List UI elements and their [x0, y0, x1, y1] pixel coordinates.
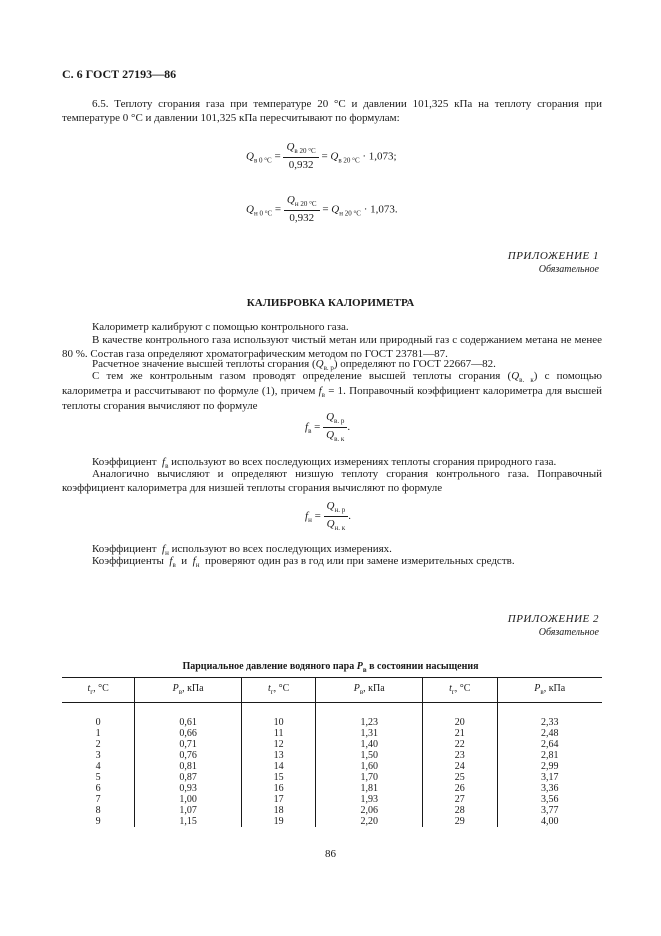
table-header-col-5 [497, 678, 602, 703]
table-cell: 29 [423, 816, 497, 827]
appendix-1-p7-f-sub: н [165, 549, 169, 557]
appendix-1-p8 [62, 555, 602, 570]
table-cell: 0,76 [135, 750, 242, 761]
table-header-sub: в [540, 688, 544, 697]
appendix-1-p7-f: f [162, 543, 166, 555]
formula-4-den-sub: н. к [334, 523, 346, 532]
formula-2-fraction [284, 194, 320, 226]
appendix-1-p7-b: используют во всех последующих измерениях. [171, 543, 392, 555]
table-cell: 7 [62, 794, 135, 805]
formula-1-lhs: Q [246, 150, 254, 163]
formula-1-eq: = [274, 150, 281, 163]
formula-2-factor: · 1,073. [363, 203, 398, 216]
formula-3 [305, 411, 350, 444]
appendix-1-p8-f2-sub: н [195, 561, 200, 569]
table-header-col-4 [423, 678, 497, 703]
appendix-1-p4-b: ) с помощью калориметра и рассчитывают по формуле (1), причем [62, 370, 602, 397]
formula-3-fraction [323, 411, 347, 444]
table-row [62, 750, 602, 761]
appendix-2-status: Обязательное [538, 626, 599, 638]
appendix-1-p3-a: Расчетное значение высшей теплоты сгорания ( [92, 358, 316, 370]
table-cell: 18 [241, 805, 315, 816]
formula-3-lhs-sub: в [308, 426, 312, 435]
formula-1-num: Q [286, 141, 295, 153]
table-header-sub: в [359, 688, 364, 697]
table-cell: 1,00 [135, 794, 242, 805]
formula-3-num-sub: в. р [334, 417, 345, 425]
formula-3-eq: = [314, 420, 321, 433]
appendix-1-status: Обязательное [538, 263, 599, 275]
table-cell: 21 [423, 728, 497, 739]
table-row [62, 783, 602, 794]
section-6-5-text: 6.5. Теплоту сгорания газа при температуре 20 °С и давлении 101,325 кПа на теплоту сгорания при температуре 0 °С и давлении 101,325 кПа пересчитывают по формулам: [62, 98, 602, 124]
appendix-1-title: КАЛИБРОВКА КАЛОРИМЕТРА [246, 297, 415, 309]
table-cell: 3 [62, 750, 135, 761]
appendix-1-p1: Калориметр калибруют с помощью контрольного газа. [92, 321, 349, 333]
table-cell: 0,61 [135, 703, 242, 729]
formula-1-den: 0,932 [288, 158, 314, 171]
appendix-1-label: ПРИЛОЖЕНИЕ 1 [507, 250, 599, 262]
formula-1-eq2: = [321, 150, 328, 163]
table-cell: 28 [423, 805, 497, 816]
table-cell: 6 [62, 783, 135, 794]
table-cell: 25 [423, 772, 497, 783]
appendix-1-heading [508, 250, 599, 276]
table-header-sym: P [172, 683, 179, 695]
formula-4-lhs: f [305, 509, 309, 522]
table-title [0, 661, 661, 675]
appendix-1-p4-sub: в. к [519, 376, 534, 384]
table-cell: 27 [423, 794, 497, 805]
table-cell: 2,20 [316, 816, 423, 827]
table-cell: 2,33 [541, 717, 559, 728]
table-header-row [62, 678, 602, 703]
appendix-1-p3-sub: в. р [323, 364, 334, 372]
table-row [62, 772, 602, 783]
table-header-col-3 [316, 678, 423, 703]
table-cell: 3,17 [541, 772, 559, 783]
formula-3-end: . [347, 420, 351, 433]
table-header-sub: г [270, 688, 274, 697]
table-cell: 13 [241, 750, 315, 761]
formula-2-eq: = [274, 203, 282, 216]
table-header-unit: , °С [93, 683, 109, 695]
table-cell: 1,50 [316, 750, 423, 761]
appendix-1-p8-and: и [181, 555, 188, 567]
formula-4-fraction [324, 500, 349, 533]
formula-2-den: 0,932 [289, 211, 315, 224]
appendix-1-p4-f-sub: в [321, 390, 325, 399]
appendix-1-p5-f-sub: в [165, 462, 169, 470]
table-header-unit: , кПа [543, 683, 566, 695]
appendix-1-p4-f: f [318, 384, 322, 397]
formula-3-lhs: f [305, 420, 309, 433]
appendix-2-label: ПРИЛОЖЕНИЕ 2 [507, 613, 599, 625]
vapor-pressure-table [62, 677, 602, 827]
table-cell: 5 [62, 772, 135, 783]
table-cell: 2,64 [541, 739, 559, 750]
table-row [62, 761, 602, 772]
table-cell: 2,81 [541, 750, 559, 761]
formula-4-lhs-sub: н [308, 515, 312, 524]
table-header-col-1 [135, 678, 242, 703]
appendix-1-p8-f1-sub: в [172, 561, 176, 569]
table-cell: 1,60 [316, 761, 423, 772]
appendix-1-p6: Аналогично вычисляют и определяют низшую теплоту сгорания контрольного газа. Поправочный коэффициент калориметра для низшей теплоты сгорания вычисляют по формуле [62, 468, 602, 494]
table-header-sym: t [87, 683, 91, 695]
table-cell: 1,31 [316, 728, 423, 739]
table-title-a: Парциальное давление водяного пара [182, 661, 355, 672]
formula-1 [246, 141, 397, 173]
appendix-1-p3-sym: Q [315, 358, 324, 370]
formula-4-num-sub: н. р [334, 506, 346, 514]
table-cell: 2,48 [541, 728, 559, 739]
appendix-2-heading [508, 613, 599, 639]
formula-1-num-sub: в 20 °С [294, 147, 316, 155]
appendix-1-p5-f: f [162, 456, 166, 468]
table-row [62, 805, 602, 816]
table-cell: 23 [423, 750, 497, 761]
table-cell: 4,00 [541, 816, 559, 827]
formula-4-num: Q [326, 500, 335, 512]
appendix-1-p4-a: С тем же контрольным газом проводят определение высшей теплоты сгорания ( [92, 370, 512, 382]
formula-4-den: Q [326, 517, 335, 530]
formula-3-num: Q [326, 411, 335, 423]
appendix-1-p4 [62, 370, 602, 413]
appendix-1-p8-f2: f [192, 555, 196, 567]
table-cell: 12 [241, 739, 315, 750]
table-cell: 10 [241, 703, 315, 729]
table-title-sub: в [362, 666, 367, 674]
table-header-unit: , °С [273, 683, 290, 695]
appendix-1-p8-a: Коэффициенты [92, 555, 164, 567]
appendix-1-p2: В качестве контрольного газа используют чистый метан или природный газ с содержанием метана не менее 80 %. Состав газа определяют хроматографическим методом по ГОСТ 23781—87. [62, 334, 602, 360]
table-body [62, 703, 602, 828]
formula-1-rhs: Q [330, 150, 339, 163]
page-number: 86 [325, 848, 336, 860]
table-row [62, 739, 602, 750]
table-header-sub: г [90, 688, 94, 697]
formula-2-num: Q [286, 194, 295, 206]
table-cell: 1,23 [316, 703, 423, 729]
table-cell: 8 [62, 805, 135, 816]
table-cell: 0,71 [135, 739, 242, 750]
table-cell: 2 [62, 739, 135, 750]
appendix-1-p7-a: Коэффициент [92, 543, 157, 555]
table-cell: 1,70 [316, 772, 423, 783]
table-header-sym: P [534, 683, 541, 695]
table-cell: 9 [62, 816, 135, 827]
table-row [62, 703, 602, 729]
table-title-b: в состоянии насыщения [369, 661, 479, 672]
table-cell: 26 [423, 783, 497, 794]
table-cell: 1,81 [316, 783, 423, 794]
appendix-1-p4-c: = 1. Поправочный коэффициент калориметра для высшей теплоты сгорания вычисляют по формуле [62, 384, 602, 412]
table-row [62, 794, 602, 805]
table-cell: 3,36 [541, 783, 559, 794]
formula-1-rhs-sub: в 20 °С [338, 156, 360, 165]
table-cell: 20 [423, 703, 497, 729]
table-cell: 16 [241, 783, 315, 794]
formula-2-lhs-sub: н 0 °С [253, 209, 273, 218]
appendix-1-p3-b: ) определяют по ГОСТ 22667—82. [333, 358, 496, 370]
table-header-sym: t [449, 683, 452, 695]
table-row [62, 728, 602, 739]
formula-3-den-sub: в. к [334, 434, 345, 443]
formula-3-den: Q [326, 428, 335, 441]
table-cell: 1 [62, 728, 135, 739]
table-row [62, 816, 602, 827]
table-cell: 1,93 [316, 794, 423, 805]
table-cell: 2,06 [316, 805, 423, 816]
table-cell: 4 [62, 761, 135, 772]
table-header-unit: , кПа [363, 683, 385, 695]
formula-4 [305, 500, 351, 533]
formula-1-fraction [283, 141, 318, 173]
appendix-1-p5-a: Коэффициент [92, 456, 157, 468]
table-header-sym: P [353, 683, 360, 695]
table-cell: 1,40 [316, 739, 423, 750]
table-header-col-2 [241, 678, 315, 703]
formula-4-eq: = [314, 509, 321, 522]
table-cell: 2,99 [541, 761, 559, 772]
table-cell: 14 [241, 761, 315, 772]
formula-2-rhs: Q [331, 203, 340, 216]
table-cell: 0 [62, 703, 135, 729]
table-header-sym: t [268, 683, 271, 695]
table-cell: 19 [241, 816, 315, 827]
formula-1-lhs-sub: в 0 °С [253, 156, 272, 165]
table-cell: 3,56 [541, 794, 559, 805]
appendix-1-p5-b: используют во всех последующих измерениях теплоты сгорания природного газа. [171, 456, 557, 468]
table-header-sub: в [178, 688, 183, 697]
document-header: С. 6 ГОСТ 27193—86 [62, 67, 177, 81]
table-cell: 1,15 [135, 816, 242, 827]
formula-2-num-sub: н 20 °С [294, 200, 317, 208]
appendix-1-p8-b: проверяют один раз в год или при замене измерительных средств. [204, 555, 515, 567]
table-header-unit: , кПа [182, 683, 204, 695]
table-cell: 11 [241, 728, 315, 739]
formula-2-eq2: = [322, 203, 329, 216]
table-header-col-0 [62, 678, 135, 703]
table-cell: 0,93 [135, 783, 242, 794]
formula-1-factor: · 1,073; [362, 150, 397, 163]
table-title-sym: P [356, 661, 363, 672]
table-cell: 22 [423, 739, 497, 750]
formula-2 [246, 194, 398, 226]
appendix-1-p4-sym: Q [511, 370, 520, 382]
table-cell: 1,07 [135, 805, 242, 816]
table-cell: 24 [423, 761, 497, 772]
table-header-sub: г [451, 688, 455, 697]
table-header-unit: , °С [454, 683, 471, 695]
formula-2-lhs: Q [246, 203, 254, 216]
table-cell: 0,87 [135, 772, 242, 783]
table-cell: 17 [241, 794, 315, 805]
table-cell: 3,77 [541, 805, 559, 816]
appendix-1-p8-f1: f [169, 555, 173, 567]
table-cell: 15 [241, 772, 315, 783]
formula-4-end: . [348, 509, 351, 522]
table-cell: 0,81 [135, 761, 242, 772]
table-cell: 0,66 [135, 728, 242, 739]
formula-2-rhs-sub: н 20 °С [339, 209, 361, 218]
